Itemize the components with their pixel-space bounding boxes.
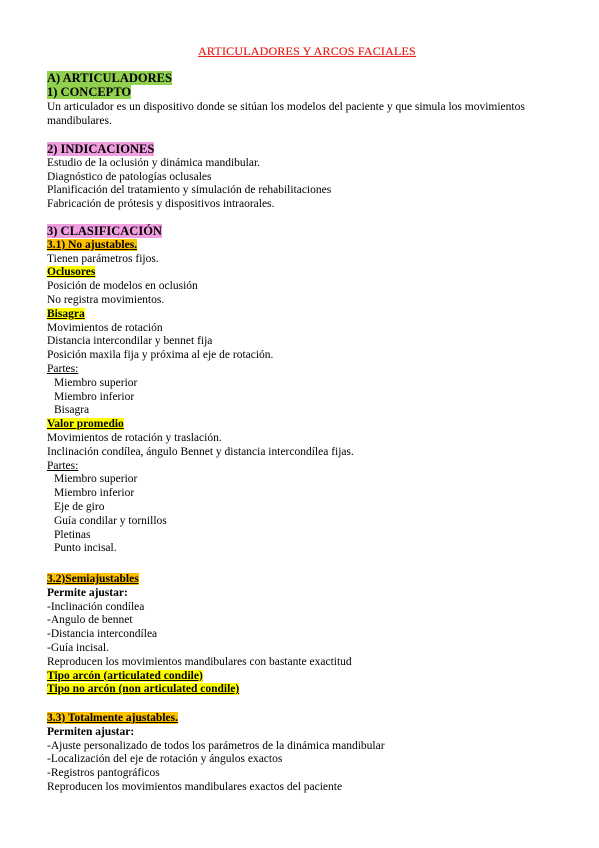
- indicacion-item: Estudio de la oclusión y dinámica mandibular.: [47, 156, 261, 169]
- semiajustables-item: -Angulo de bennet: [47, 614, 133, 627]
- bisagra-item: Distancia intercondilar y bennet fija: [47, 335, 213, 348]
- valor-item: Inclinación condílea, ángulo Bennet y distancia intercondílea fijas.: [47, 445, 354, 458]
- valor-parte: Miembro inferior: [54, 487, 135, 500]
- clasificacion-heading: 3) CLASIFICACIÓN: [47, 224, 162, 238]
- document-title: ARTICULADORES Y ARCOS FACIALES: [198, 44, 416, 58]
- bisagra-partes-label: Partes:: [47, 362, 79, 375]
- valor-partes-label: Partes:: [47, 459, 79, 472]
- indicacion-item: Diagnóstico de patologías oclusales: [47, 170, 212, 183]
- oclusores-heading: Oclusores: [47, 266, 96, 279]
- no-ajustables-intro: Tienen parámetros fijos.: [47, 252, 159, 265]
- totalmente-item: -Ajuste personalizado de todos los parámetros de la dinámica mandibular: [47, 739, 385, 752]
- section-articuladores: [47, 72, 567, 128]
- section-indicaciones: [47, 143, 567, 212]
- valor-parte: Eje de giro: [54, 500, 105, 513]
- bisagra-parte: Bisagra: [54, 404, 90, 417]
- oclusores-item: Posición de modelos en oclusión: [47, 280, 198, 293]
- section-a-heading: A) ARTICULADORES: [47, 71, 172, 85]
- indicacion-item: Planificación del tratamiento y simulación de rehabilitaciones: [47, 184, 332, 197]
- bisagra-parte: Miembro superior: [54, 376, 138, 389]
- semiajustables-item: -Inclinación condílea: [47, 600, 145, 613]
- totalmente-item: -Registros pantográficos: [47, 767, 160, 780]
- section-clasificacion: [47, 225, 567, 556]
- indicacion-item: Fabricación de prótesis y dispositivos intraorales.: [47, 198, 275, 211]
- valor-item: Movimientos de rotación y traslación.: [47, 431, 222, 444]
- concepto-heading: 1) CONCEPTO: [47, 84, 132, 99]
- section-totalmente-ajustables: [47, 712, 567, 795]
- concepto-text: Un articulador es un dispositivo donde se sitúan los modelos del paciente y que simula los movimientos mandibulares.: [47, 100, 525, 127]
- valor-parte: Guía condilar y tornillos: [54, 514, 167, 527]
- semiajustables-item: -Distancia intercondílea: [47, 628, 158, 641]
- oclusores-item: No registra movimientos.: [47, 293, 165, 306]
- bisagra-item: Movimientos de rotación: [47, 321, 163, 334]
- totalmente-reproducen: Reproducen los movimientos mandibulares exactos del paciente: [47, 780, 343, 793]
- indicaciones-heading: 2) INDICACIONES: [47, 142, 155, 156]
- totalmente-permiten: Permiten ajustar:: [47, 725, 135, 738]
- semiajustables-permite: Permite ajustar:: [47, 586, 128, 599]
- valor-parte: Miembro superior: [54, 473, 138, 486]
- semiajustables-item: -Guía incisal.: [47, 641, 109, 654]
- bisagra-item: Posición maxila fija y próxima al eje de rotación.: [47, 349, 274, 362]
- valor-parte: Punto incisal.: [54, 542, 117, 555]
- tipo-no-arcon: Tipo no arcón (non articulated condile): [47, 683, 240, 696]
- bisagra-heading: Bisagra: [47, 307, 85, 320]
- semiajustables-reproducen: Reproducen los movimientos mandibulares con bastante exactitud: [47, 655, 352, 668]
- bisagra-parte: Miembro inferior: [54, 390, 135, 403]
- tipo-arcon: Tipo arcón (articulated condile): [47, 669, 203, 682]
- no-ajustables-heading: 3.1) No ajustables.: [47, 238, 138, 251]
- totalmente-item: -Localización del eje de rotación y ángulos exactos: [47, 753, 283, 766]
- valor-parte: Pletinas: [54, 528, 91, 541]
- semiajustables-heading: 3.2)Semiajustables: [47, 573, 139, 585]
- valor-promedio-heading: Valor promedio: [47, 418, 124, 431]
- section-semiajustables: [47, 573, 567, 697]
- totalmente-heading: 3.3) Totalmente ajustables.: [47, 712, 178, 724]
